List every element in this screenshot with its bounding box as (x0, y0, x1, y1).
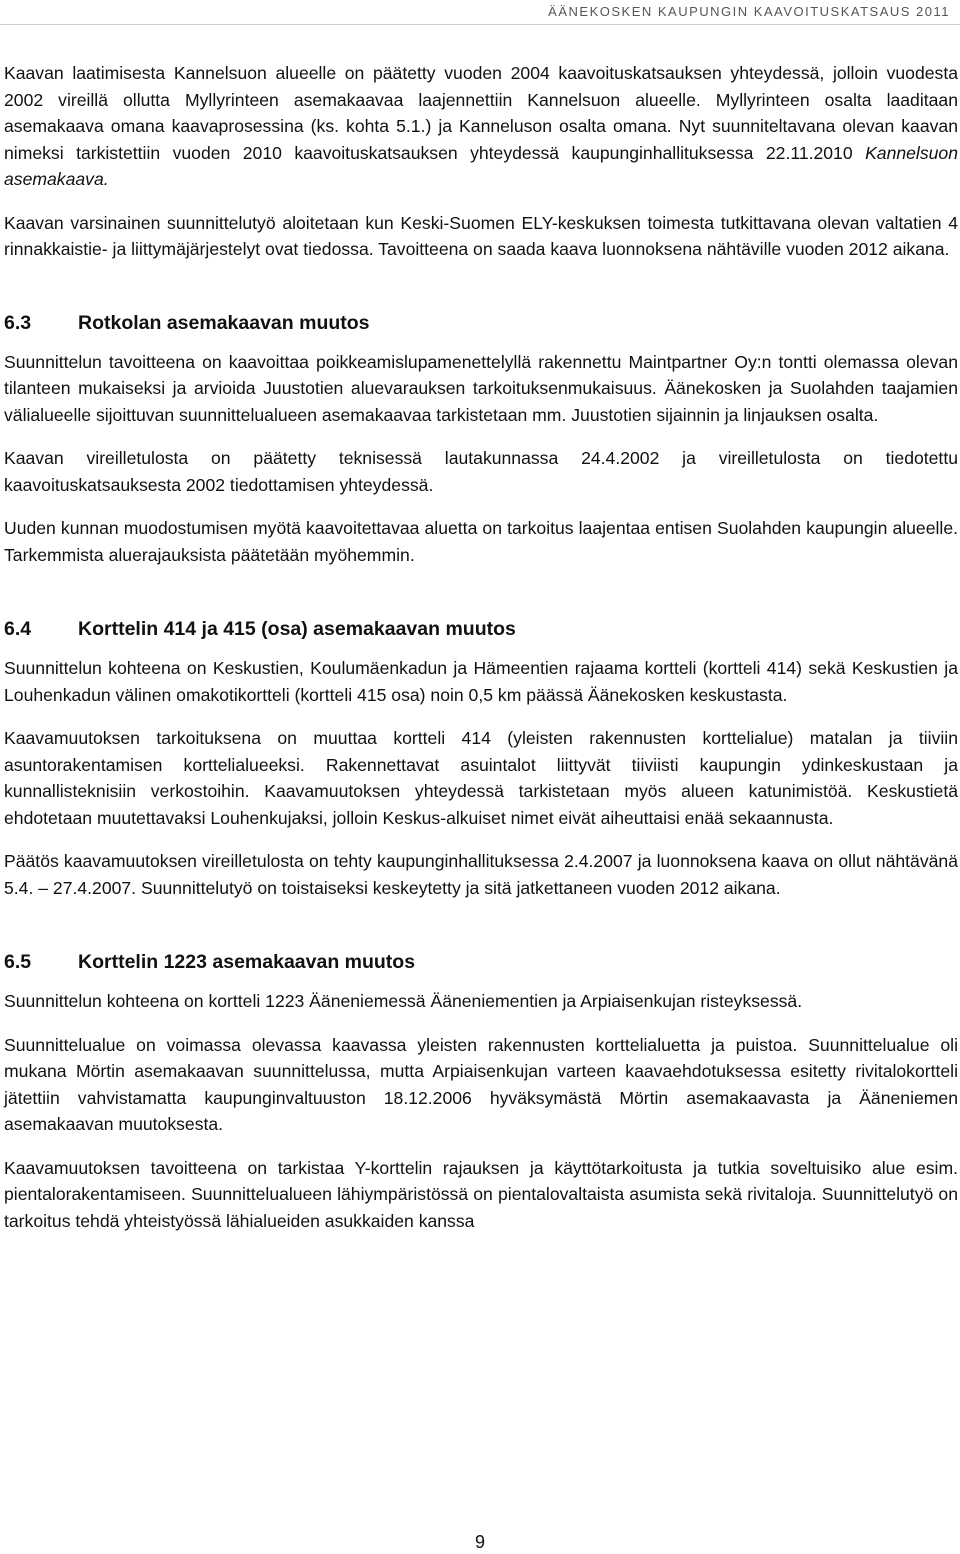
page-number: 9 (474, 1532, 485, 1552)
intro-paragraph-1-text: Kaavan laatimisesta Kannelsuon alueelle on päätetty vuoden 2004 kaavoituskatsauksen yhteydessä, jolloin vuodesta 2002 vireillä ollutta Myllyrinteen asemakaavaa laajennettiin Kannelsuon alueelle. Myllyrinteen osalta laaditaan asemakaava omana kaavaprosessina (ks. kohta 5.1.) ja Kanneluson osalta omana. Nyt suunniteltavana olevan kaavan nimeksi tarkistettiin vuoden 2010 kaavoituskatsauksen yhteydessä kaupunginhallituksessa 22.11.2010 (4, 63, 958, 163)
intro-paragraph-2: Kaavan varsinainen suunnittelutyö aloitetaan kun Keski-Suomen ELY-keskuksen toimesta tutkittavana olevan valtatien 4 rinnakkaistie- ja liittymäjärjestelyt ovat tiedossa. Tavoitteena on saada kaava luonnoksena nähtäville vuoden 2012 aikana. (4, 212, 958, 259)
section-6-4-paragraph-3: Päätös kaavamuutoksen vireilletulosta on tehty kaupunginhallituksessa 2.4.2007 ja luonnoksena kaava on ollut nähtävänä 5.4. – 27.4.2007. Suunnittelutyö on toistaiseksi keskeytetty ja sitä jatkettaneen vuoden 2012 aikana. (4, 851, 958, 898)
section-6-3-paragraph-2: Kaavan vireilletulosta on päätetty teknisessä lautakunnassa 24.4.2002 ja vireilletulosta on tiedotettu kaavoituskatsauksesta 2002 tiedottamisen yhteydessä. (4, 448, 958, 495)
section-6-5-paragraph-2: Suunnittelualue on voimassa olevassa kaavassa yleisten rakennusten korttelialuetta ja puistoa. Suunnittelualue oli mukana Mörtin asemakaavan suunnittelussa, mutta Arpiaisenkujan varteen kaavaehdotuksessa esitetty rivitalokortteli jätettiin vahvistamatta kaupunginvaltuuston 18.12.2006 hyväksymästä Mörtin asemakaavasta ja Ääneniemen asemakaavan muutoksesta. (4, 1034, 958, 1134)
plan-name-italic: Kannelsuon asemakaava. (4, 142, 958, 189)
section-title: Korttelin 1223 asemakaavan muutos (78, 951, 416, 973)
section-number: 6.4 (4, 618, 32, 640)
header-rule (0, 24, 960, 25)
section-number: 6.5 (4, 951, 32, 973)
section-6-5-paragraph-1: Suunnittelun kohteena on kortteli 1223 Ääneniemessä Ääneniementien ja Arpiaisenkujan risteyksessä. (4, 991, 803, 1011)
intro-paragraph-1 (4, 60, 958, 193)
section-heading-6-4 (4, 616, 958, 642)
section-6-4-paragraph-2: Kaavamuutoksen tarkoituksena on muuttaa kortteli 414 (yleisten rakennusten korttelialue) matalan ja tiiviin asuntorakentamisen korttelialueeksi. Rakennettavat asuintalot liittyvät tiiviisti kaupungin ydinkeskustaan ja kunnallisteknisiin verkostoihin. Kaavamuutoksen yhteydessä tarkistetaan myös alueen katunimistöä. Keskustietä ehdotetaan muutettavaksi Louhenkujaksi, jolloin Keskus-alkuiset nimet eivät aiheuttaisi enää sekaannusta. (4, 728, 958, 828)
section-6-3-paragraph-3: Uuden kunnan muodostumisen myötä kaavoitettavaa aluetta on tarkoitus laajentaa entisen Suolahden kaupungin alueelle. Tarkemmista aluerajauksista päätetään myöhemmin. (4, 518, 958, 565)
section-6-5-paragraph-3: Kaavamuutoksen tavoitteena on tarkistaa Y-korttelin rajauksen ja käyttötarkoitusta ja tutkia soveltuisiko alue esim. pientalorakentamiseen. Suunnittelualueen lähiympäristössä on pientalovaltaista asumista sekä rivitaloja. Suunnittelutyö on tarkoitus tehdä yhteistyössä lähialueiden asukkaiden kanssa (4, 1157, 958, 1231)
running-header: ÄÄNEKOSKEN KAUPUNGIN KAAVOITUSKATSAUS 2011 (548, 4, 950, 19)
section-heading-6-3 (4, 310, 958, 336)
section-number: 6.3 (4, 311, 32, 334)
document-body (4, 60, 958, 1234)
section-6-4-paragraph-1: Suunnittelun kohteena on Keskustien, Koulumäenkadun ja Hämeentien rajaama kortteli (kortteli 414) sekä Keskustien ja Louhenkadun välinen omakotikortteli (kortteli 415 osa) noin 0,5 km päässä Äänekosken keskustasta. (4, 658, 958, 705)
section-heading-6-5 (4, 949, 958, 975)
section-title: Rotkolan asemakaavan muutos (78, 311, 370, 334)
section-title: Korttelin 414 ja 415 (osa) asemakaavan muutos (78, 618, 516, 640)
section-6-3-paragraph-1: Suunnittelun tavoitteena on kaavoittaa poikkeamislupamenettelyllä rakennettu Maintpartner Oy:n tontti olemassa olevan tilanteen mukaiseksi ja arvioida Juustotien aluevarauksen tarkoituksenmukaisuus. Äänekosken ja Suolahden taajamien välialueelle sijoittuvan suunnittelualueen asemakaavaa tarkistetaan mm. Juustotien sijainnin ja linjauksen osalta. (4, 351, 958, 425)
